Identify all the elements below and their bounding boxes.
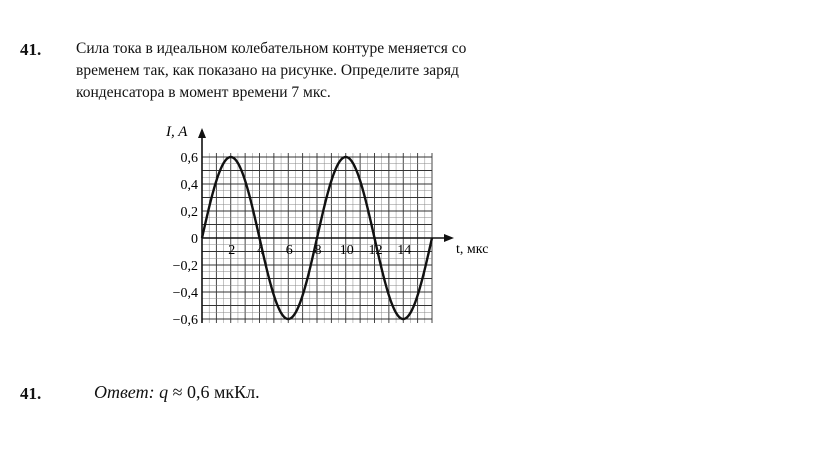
- problem-line-2: временем так, как показано на рисунке. Определите заряд: [76, 62, 459, 79]
- y-tick-label: 0,6: [180, 151, 198, 166]
- y-tick-label: 0,2: [180, 205, 198, 220]
- y-axis-arrow: [198, 128, 206, 138]
- x-tick-label: 10: [339, 243, 354, 258]
- problem-line-3: конденсатора в момент времени 7 мкс.: [76, 84, 331, 101]
- y-axis-label: I, A: [166, 124, 188, 140]
- y-tick-label: −0,2: [172, 259, 198, 274]
- problem-line-1: Сила тока в идеальном колебательном контуре меняется со: [76, 40, 467, 57]
- answer-value: ≈ 0,6 мкКл.: [168, 382, 260, 402]
- x-tick-label: 4: [257, 243, 264, 258]
- answer-text: [94, 382, 260, 403]
- x-tick-label: 12: [368, 243, 383, 258]
- x-tick-label: 14: [397, 243, 412, 258]
- y-tick-label: −0,6: [172, 313, 198, 328]
- x-axis-label: t, мкс: [456, 242, 489, 257]
- answer-lead: Ответ:: [94, 382, 155, 402]
- answer-variable: q: [159, 382, 169, 402]
- x-tick-label: 8: [314, 243, 322, 258]
- y-tick-label: 0,4: [180, 178, 198, 193]
- problem-text: [76, 38, 576, 104]
- current-vs-time-chart: [150, 120, 489, 335]
- problem-number: 41.: [20, 40, 42, 59]
- x-tick-label: 2: [228, 243, 236, 258]
- answer-number: 41.: [20, 384, 42, 403]
- y-tick-label: 0: [191, 232, 198, 247]
- y-tick-label: −0,4: [172, 286, 198, 301]
- x-axis-arrow: [444, 234, 454, 242]
- x-tick-label: 6: [285, 243, 293, 258]
